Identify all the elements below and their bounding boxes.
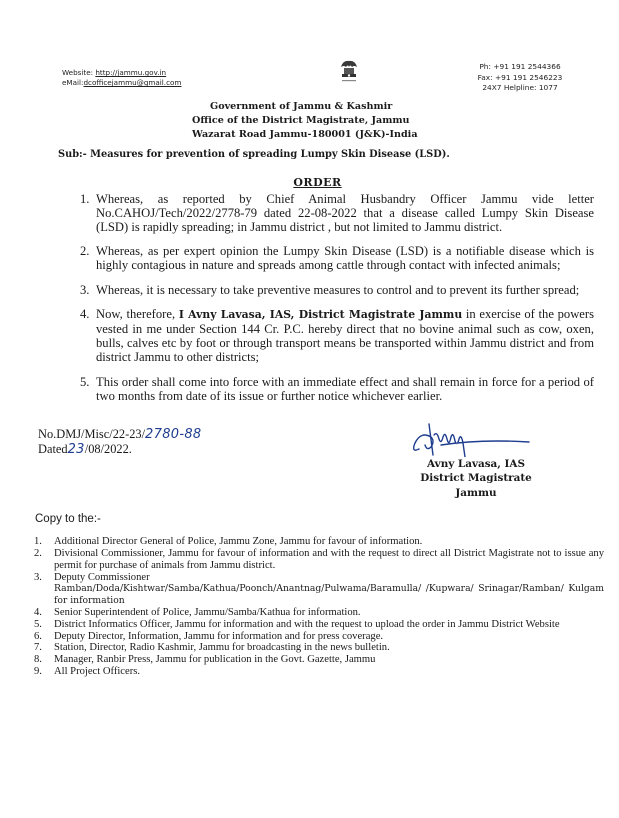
item-text: District Informatics Officer, Jammu for information and with the request to upload the order in Jammu District Website (54, 618, 560, 630)
item-number: 7. (34, 642, 42, 654)
item-number: 9. (34, 665, 42, 677)
letterhead (34, 56, 595, 94)
email-label: eMail: (62, 78, 84, 87)
item-number: 8. (34, 654, 42, 666)
order-paragraph (72, 192, 594, 235)
emblem-container (319, 56, 379, 86)
paragraph-text: Whereas, it is necessary to take preventive measures to control and to prevent its further spread; (96, 282, 580, 297)
item-text: Deputy Director, Information, Jammu for information and for press coverage. (54, 630, 384, 642)
signature-block (401, 421, 551, 501)
website-link[interactable]: http://jammu.gov.in (95, 68, 167, 77)
copy-to-item (34, 631, 604, 643)
item-number: 6. (34, 630, 42, 642)
item-number: 4. (34, 607, 42, 619)
reference-block (34, 421, 201, 457)
subject-line: Sub:- Measures for prevention of spreading Lumpy Skin Disease (LSD). (58, 148, 450, 160)
item-districts: Ramban/Doda/Kishtwar/Samba/Kathua/Poonch/Anantnag/Pulwama/Baramulla/ /Kupwara/ Srinagar/Ramban/ Kulgam for information (54, 583, 604, 607)
signatory-designation: District Magistrate (420, 472, 532, 485)
copy-to-item (34, 666, 604, 678)
paragraph-number: 5. (80, 374, 90, 389)
order-paragraph (72, 375, 594, 403)
date-rest: /08/2022. (84, 441, 132, 456)
item-text: Manager, Ranbir Press, Jammu for publication in the Govt. Gazette, Jammu (54, 654, 376, 666)
handwritten-signature (401, 421, 551, 457)
reference-handwritten-number: 2780-88 (145, 426, 202, 442)
item-text: Station, Director, Radio Kashmir, Jammu for broadcasting in the news bulletin. (54, 642, 390, 654)
office-address-block (192, 100, 595, 142)
copy-to-list (34, 536, 604, 677)
paragraph-number: 2. (80, 244, 90, 259)
reference-signature-row (34, 421, 595, 501)
item-number: 1. (34, 536, 42, 548)
office-address: Wazarat Road Jammu-180001 (J&K)-India (192, 128, 418, 140)
reference-date (38, 442, 201, 457)
item-text: Additional Director General of Police, Jammu Zone, Jammu for favour of information. (54, 536, 423, 548)
website-line (62, 68, 252, 78)
copy-to-item (34, 654, 604, 666)
paragraph-text-before: Now, therefore, (96, 306, 179, 321)
paragraph-bold-authority: I Avny Lavasa, IAS, District Magistrate Jammu (178, 307, 463, 321)
phone-number: Ph: +91 191 2544366 (479, 62, 561, 71)
email-link[interactable]: dcofficejammu@gmail.com (83, 78, 182, 87)
item-text: Divisional Commissioner, Jammu for favour of information and with the request to direct all District Magistrate not to issue any permit for purchase of animals from Jammu district. (54, 548, 604, 571)
order-title: ORDER (293, 175, 342, 189)
paragraph-number: 4. (80, 306, 90, 321)
copy-to-item (34, 619, 604, 631)
order-paragraph (72, 283, 594, 297)
date-handwritten-day: 23 (67, 441, 85, 457)
government-name: Government of Jammu & Kashmir (210, 100, 393, 112)
paragraph-text: Whereas, as per expert opinion the Lumpy Skin Disease (LSD) is a notifiable disease which is highly contagious in nature and spreads among cattle through contact with infected animals; (96, 244, 594, 273)
fax-number: Fax: +91 191 2546223 (477, 72, 563, 82)
order-paragraph (72, 307, 594, 365)
copy-to-item (34, 572, 604, 608)
copy-to-item (34, 548, 604, 571)
paragraph-text: This order shall come into force with an immediate effect and shall remain in force for a period of two months from date of its issue or further notice whichever earlier. (96, 374, 594, 403)
email-line (62, 78, 252, 88)
reference-prefix: No.DMJ/Misc/22-23/ (38, 426, 146, 441)
item-text: Senior Superintendent of Police, Jammu/Samba/Kathua for information. (54, 607, 361, 619)
header-contact-left (34, 56, 252, 88)
signatory-name: Avny Lavasa, IAS (427, 457, 525, 470)
item-number: 3. (34, 571, 42, 583)
paragraph-number: 1. (80, 191, 90, 206)
order-paragraphs (72, 192, 594, 403)
header-contact-right (445, 56, 595, 94)
paragraph-text: Whereas, as reported by Chief Animal Husbandry Officer Jammu vide letter No.CAHOJ/Tech/2022/2778-79 dated 22-08-2022 that a disease called Lumpy Skin Disease (LSD) is rapidly spreading; in Jammu district , but not limited to Jammu district. (96, 191, 594, 234)
national-emblem-icon (337, 58, 361, 86)
copy-to-item (34, 642, 604, 654)
dated-label: Dated (38, 441, 68, 456)
copy-to-title: Copy to the:- (35, 513, 101, 526)
copy-to-item (34, 607, 604, 619)
reference-number (38, 427, 201, 442)
website-label: Website: (62, 68, 96, 77)
helpline-number: 24X7 Helpline: 1077 (482, 83, 558, 92)
paragraph-text-after: in exercise of the powers vested in me under Section 144 Cr. P.C. hereby direct that no bovine animal such as cow, oxen, bulls, calves etc by foot or through transport means be transported within Jammu district and from district Jammu to other districts; (96, 306, 594, 365)
paragraph-number: 3. (80, 282, 90, 297)
item-number: 5. (34, 618, 42, 630)
item-text: Deputy Commissioner (54, 571, 150, 583)
copy-to-item (34, 536, 604, 548)
signatory-text (406, 457, 546, 501)
office-name: Office of the District Magistrate, Jammu (192, 114, 410, 126)
item-text: All Project Officers. (54, 665, 141, 677)
order-paragraph (72, 244, 594, 272)
item-number: 2. (34, 548, 42, 560)
signatory-place: Jammu (455, 486, 497, 499)
